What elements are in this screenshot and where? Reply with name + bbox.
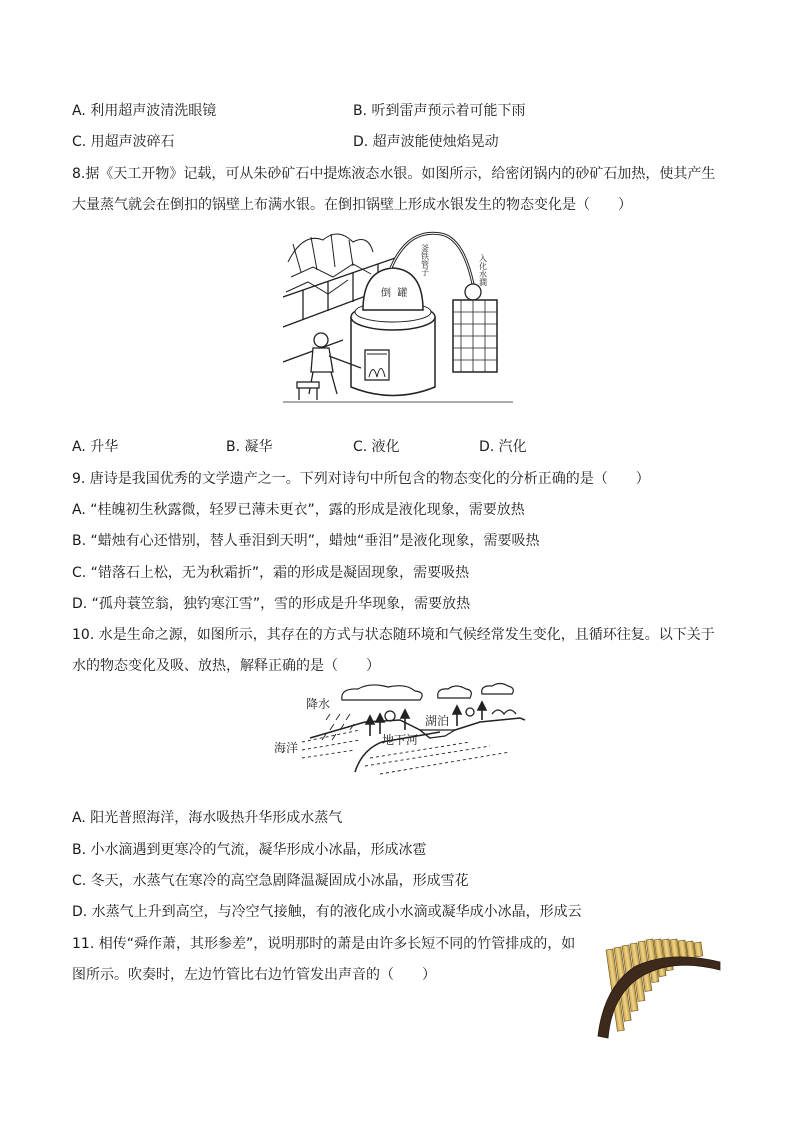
q7-option-c: C. 用超声波碎石 xyxy=(72,134,175,150)
q10-option-b: B. 小水滴遇到更寒冷的气流，凝华形成小冰晶，形成冰雹 xyxy=(72,842,427,858)
q10-option-a: A. 阳光普照海洋，海水吸热升华形成水蒸气 xyxy=(72,810,343,826)
pot-label: 倒 罐 xyxy=(381,288,408,299)
q11-stem-line1: 11. 相传“舜作萧，其形参差”，说明那时的萧是由许多长短不同的竹管排成的，如 xyxy=(72,936,576,952)
pan-flute-figure xyxy=(596,936,724,1040)
q9-option-c: C. “错落石上松，无为秋霜折”，霜的形成是凝固现象，需要吸热 xyxy=(72,565,470,581)
q8-option-c: C. 液化 xyxy=(353,439,400,455)
water-cycle-figure xyxy=(270,680,530,780)
q10-option-c: C. 冬天，水蒸气在寒冷的高空急剧降温凝固成小冰晶，形成雪花 xyxy=(72,873,469,889)
q10-stem-line1: 10. 水是生命之源，如图所示，其存在的方式与状态随环境和气候经常发生变化，且循环往复。以下关于 xyxy=(72,627,715,643)
rain-label: 降水 xyxy=(306,697,331,711)
q7-option-b: B. 听到雷声预示着可能下雨 xyxy=(353,103,526,119)
q8-option-a: A. 升华 xyxy=(72,439,119,455)
q8-stem-line1: 8.据《天工开物》记载，可从朱砂矿石中提炼液态水银。如图所示，给密闭锅内的砂矿石加热，使其产生 xyxy=(72,166,716,182)
q8-option-d: D. 汽化 xyxy=(479,439,527,455)
q9-option-b: B. “蜡烛有心还惜别，替人垂泪到天明”，蜡烛“垂泪”是液化现象，需要吸热 xyxy=(72,533,540,549)
water-label: 入化水澗 xyxy=(478,254,488,286)
mercury-distillation-figure xyxy=(283,222,513,408)
q7-option-d: D. 超声波能使烛焰晃动 xyxy=(353,134,499,150)
underground-river-label: 地下河 xyxy=(382,733,419,747)
q8-option-b: B. 凝华 xyxy=(226,439,273,455)
lake-label: 湖泊 xyxy=(425,714,450,728)
q9-option-d: D. “孤舟蓑笠翁，独钓寒江雪”，雪的形成是升华现象，需要放热 xyxy=(72,596,471,612)
q11-stem-line2: 图所示。吹奏时，左边竹管比右边竹管发出声音的（ ） xyxy=(72,967,436,983)
q7-option-a: A. 利用超声波清洗眼镜 xyxy=(72,103,217,119)
q8-stem-line2: 大量蒸气就会在倒扣的锅壁上布满水银。在倒扣锅壁上形成水银发生的物态变化是（ ） xyxy=(72,197,632,213)
sea-label: 海洋 xyxy=(274,741,299,755)
q9-stem: 9. 唐诗是我国优秀的文学遗产之一。下列对诗句中所包含的物态变化的分析正确的是（ ） xyxy=(72,471,650,487)
q10-stem-line2: 水的物态变化及吸、放热，解释正确的是（ ） xyxy=(72,658,380,674)
q9-option-a: A. “桂魄初生秋露微，轻罗已薄未更衣”，露的形成是液化现象，需要放热 xyxy=(72,502,525,518)
tube-label: 釜铁管子 xyxy=(420,244,430,276)
q10-option-d: D. 水蒸气上升到高空，与冷空气接触，有的液化成小水滴或凝华成小冰晶，形成云 xyxy=(72,904,582,920)
